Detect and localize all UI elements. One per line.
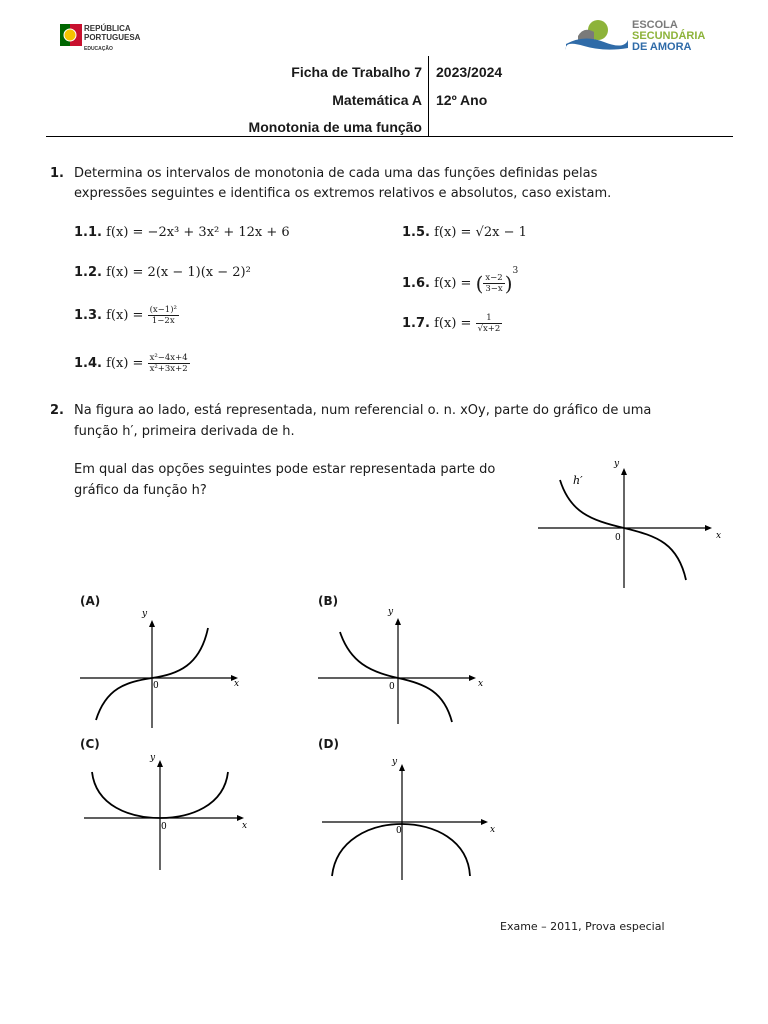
school-name-line3: DE AMORA [632, 41, 692, 53]
exercise-label: 1.2. [74, 265, 102, 280]
x-axis-arrow-icon [705, 525, 712, 531]
exercise-expression: f(x) = −2x³ + 3x² + 12x + 6 [106, 225, 290, 240]
exercise-1-3 [74, 305, 179, 326]
question-2-text-line4: gráfico da função h? [74, 483, 207, 498]
topic-name: Monotonia de uma função [248, 119, 422, 135]
option-b-label[interactable]: (B) [318, 594, 339, 608]
escola-secundaria-amora-logo [564, 18, 724, 58]
exercise-1-1 [74, 225, 290, 240]
header-divider-vertical [428, 56, 429, 136]
y-axis-arrow-icon [157, 760, 163, 767]
exam-source: Exame – 2011, Prova especial [500, 920, 665, 933]
fraction-numerator: x−2 [485, 273, 503, 283]
republica-portuguesa-logo [60, 22, 170, 56]
exercise-1-6 [402, 266, 518, 296]
exercise-expression: f(x) = 2(x − 1)(x − 2)² [106, 265, 251, 280]
exercise-1-4 [74, 353, 190, 374]
y-axis-label: y [142, 609, 148, 619]
x-axis-arrow-icon [481, 819, 488, 825]
y-axis-label: y [388, 607, 394, 617]
exercise-1-5 [402, 225, 527, 240]
x-axis-label: x [234, 679, 240, 689]
logo-text-line2: PORTUGUESA [84, 33, 141, 42]
grade-level: 12º Ano [436, 92, 488, 108]
exercise-label: 1.3. [74, 308, 102, 323]
logo-text-line3: EDUCAÇÃO [84, 46, 113, 52]
origin-label: 0 [396, 826, 402, 836]
origin-label: 0 [389, 682, 395, 692]
question-1-text-line1: Determina os intervalos de monotonia de cada uma das funções definidas pelas [74, 166, 598, 181]
school-name-line1: ESCOLA [632, 19, 678, 31]
option-b-graph[interactable] [314, 604, 494, 726]
origin-label: 0 [161, 822, 167, 832]
fraction [148, 353, 190, 374]
option-c-graph[interactable] [80, 750, 260, 872]
x-axis-arrow-icon [469, 675, 476, 681]
question-2-number: 2. [50, 403, 64, 418]
x-axis-label: x [478, 679, 484, 689]
x-axis-label: x [716, 531, 722, 541]
y-axis-label: y [392, 757, 398, 767]
y-axis-arrow-icon [621, 468, 627, 475]
origin-label: 0 [153, 681, 159, 691]
exponent: 3 [512, 266, 519, 276]
subject-name: Matemática A [332, 92, 422, 108]
question-2-text-line1: Na figura ao lado, está representada, num referencial o. n. xOy, parte do gráfico de uma [74, 403, 652, 418]
fraction-denominator: 3−x [485, 284, 503, 294]
x-axis-label: x [490, 825, 496, 835]
portugal-emblem-icon [60, 22, 84, 48]
option-b-curve [340, 632, 452, 722]
origin-label: 0 [615, 533, 621, 543]
option-c-label[interactable]: (C) [80, 737, 100, 751]
school-wave-icon [564, 18, 630, 54]
exercise-1-2 [74, 265, 251, 280]
fraction-numerator: 1 [476, 313, 503, 324]
option-d-label[interactable]: (D) [318, 737, 339, 751]
exercise-lhs: f(x) = [434, 316, 472, 331]
fraction [476, 313, 503, 334]
exercise-1-7 [402, 313, 502, 334]
question-2-text-line3: Em qual das opções seguintes pode estar representada parte do [74, 462, 496, 477]
exercise-lhs: f(x) = [434, 276, 472, 291]
open-paren: ( [475, 271, 484, 296]
exercise-label: 1.5. [402, 225, 430, 240]
x-axis-label: x [242, 821, 248, 831]
y-axis-arrow-icon [149, 620, 155, 627]
fraction-denominator: 1−2x [151, 316, 175, 326]
fraction-numerator: (x−1)² [149, 305, 177, 315]
option-a-label[interactable]: (A) [80, 594, 101, 608]
exercise-expression: f(x) = √2x − 1 [434, 225, 527, 240]
derivative-curve [560, 480, 686, 580]
question-1-text-line2: expressões seguintes e identifica os extremos relativos e absolutos, caso existam. [74, 186, 612, 201]
function-label: h′ [573, 474, 583, 487]
y-axis-arrow-icon [399, 764, 405, 771]
logo-text-line1: REPÚBLICA [84, 24, 131, 33]
school-year: 2023/2024 [436, 64, 503, 80]
fraction-denominator: √x+2 [477, 324, 501, 334]
exercise-label: 1.4. [74, 356, 102, 371]
fraction-denominator: x²+3x+2 [149, 364, 188, 374]
fraction-numerator: x²−4x+4 [149, 353, 188, 363]
y-axis-arrow-icon [395, 618, 401, 625]
question-2-text-line2: função h′, primeira derivada de h. [74, 424, 295, 439]
worksheet-title: Ficha de Trabalho 7 [291, 64, 422, 80]
school-name-line2: SECUNDÁRIA [632, 30, 706, 42]
option-d-graph[interactable] [318, 752, 502, 882]
close-paren: ) [504, 271, 513, 296]
fraction [148, 305, 179, 326]
y-axis-label: y [614, 459, 620, 469]
exercise-lhs: f(x) = [106, 356, 144, 371]
exercise-label: 1.6. [402, 276, 430, 291]
header-divider-horizontal [46, 136, 733, 137]
fraction [483, 273, 504, 294]
exercise-label: 1.7. [402, 316, 430, 331]
derivative-graph [530, 452, 730, 592]
question-1-number: 1. [50, 166, 64, 181]
y-axis-label: y [150, 753, 156, 763]
exercise-label: 1.1. [74, 225, 102, 240]
exercise-lhs: f(x) = [106, 308, 144, 323]
option-a-graph[interactable] [76, 608, 256, 730]
